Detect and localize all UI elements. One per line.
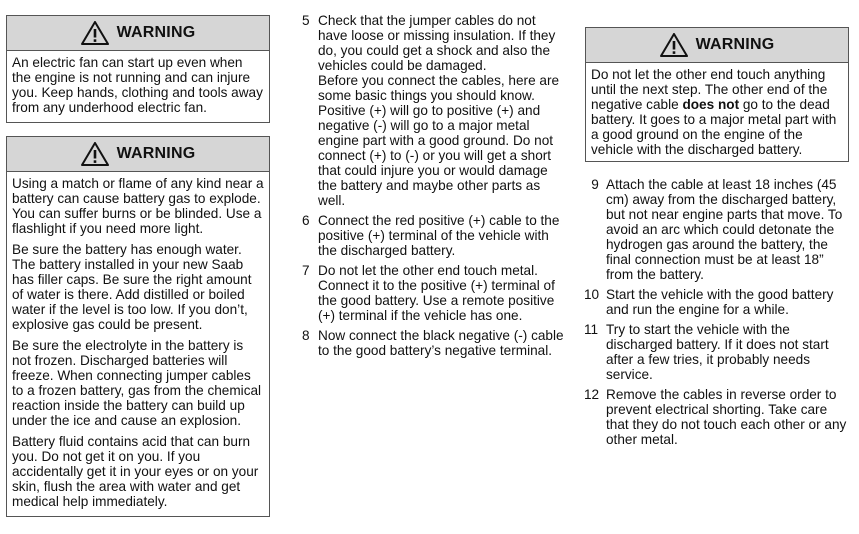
step-text: Attach the cable at least 18 inches (45 cm) away from the discharged battery, but not near engine parts that move. To avoid an arc which could detonate the hydrogen gas around the battery, the final connection must be at least 18” from the battery. (606, 177, 843, 282)
steps-column-middle (302, 13, 564, 363)
warning-header (586, 28, 848, 63)
step-text: Do not let the other end touch metal. Connect it to the positive (+) terminal of the good battery. Use a remote positive (+) terminal if the vehicle has one. (318, 263, 555, 323)
step-number: 6 (302, 213, 310, 228)
step-number: 8 (302, 328, 310, 343)
step-text: Start the vehicle with the good battery and run the engine for a while. (606, 287, 834, 317)
warning-paragraph: An electric fan can start up even when the engine is not running and can injure you. Keep hands, clothing and tools away from any underhood electric fan. (12, 55, 263, 115)
step-text: Connect the red positive (+) cable to the positive (+) terminal of the vehicle with the discharged battery. (318, 213, 560, 258)
warning-triangle-icon (660, 33, 688, 57)
warning-box-electric-fan (6, 15, 270, 123)
step-number: 10 (584, 287, 600, 302)
step-text: Before you connect the cables, here are some basic things you should know. Positive (+) will go to positive (+) and negative (-) will go to a major metal engine part with a good ground. Do not connect (+) to (-) or you will get a short that could injure you or would damage the battery and maybe other parts as well. (318, 73, 560, 208)
step-text: Remove the cables in reverse order to prevent electrical shorting. Take care that they do not touch each other or any other metal. (606, 387, 847, 447)
step-number: 11 (584, 322, 599, 337)
step-item (584, 387, 852, 447)
steps-column-right (584, 177, 852, 452)
warning-paragraph: Be sure the electrolyte in the battery is not frozen. Discharged batteries will freeze. When connecting jumper cables to a frozen battery, gas from the chemical reaction inside the battery can build up under the ice and cause an explosion. (12, 338, 262, 428)
warning-title: WARNING (116, 24, 196, 41)
warning-header (7, 137, 269, 172)
step-number: 5 (302, 13, 310, 28)
warning-body (586, 63, 848, 161)
step-item (302, 263, 564, 323)
warning-title: WARNING (116, 145, 196, 162)
step-item (584, 177, 852, 282)
warning-paragraph: Do not let the other end touch anything until the next step. The other end of the negative cable does not go to the dead battery. It goes to a major metal part with a good ground on the engine of the vehicle with the discharged battery. (591, 67, 837, 157)
warning-triangle-icon (81, 142, 109, 166)
warning-paragraph: Be sure the battery has enough water. The battery installed in your new Saab has filler caps. Be sure the right amount of water is there. Add distilled or boiled water if the level is too low. If you don’t, explosive gas could be present. (12, 242, 252, 332)
warning-body (7, 51, 269, 119)
warning-box-battery-gas (6, 136, 270, 517)
warning-triangle-icon (81, 21, 109, 45)
emphasis-text: does not (682, 97, 740, 112)
warning-title: WARNING (695, 36, 775, 53)
step-item (584, 322, 852, 382)
step-number: 9 (591, 177, 599, 192)
step-item (302, 213, 564, 258)
step-item (584, 287, 852, 317)
step-number: 12 (584, 387, 600, 402)
step-text: Now connect the black negative (-) cable to the good battery’s negative terminal. (318, 328, 564, 358)
warning-paragraph: Using a match or flame of any kind near a battery can cause battery gas to explode. You can suffer burns or be blinded. Use a flashlight if you need more light. (12, 176, 264, 236)
warning-header (7, 16, 269, 51)
warning-body (7, 172, 269, 513)
step-item (302, 328, 564, 358)
step-text: Check that the jumper cables do not have loose or missing insulation. If they do, you could get a shock and also the vehicles could be damaged. (318, 13, 556, 73)
step-item (302, 13, 564, 208)
step-number: 7 (302, 263, 310, 278)
warning-box-negative-cable (585, 27, 849, 162)
step-text: Try to start the vehicle with the discharged battery. If it does not start after a few tries, it probably needs service. (606, 322, 829, 382)
warning-paragraph: Battery fluid contains acid that can burn you. Do not get it on you. If you accidentally get it in your eyes or on your skin, flush the area with water and get medical help immediately. (12, 434, 259, 509)
